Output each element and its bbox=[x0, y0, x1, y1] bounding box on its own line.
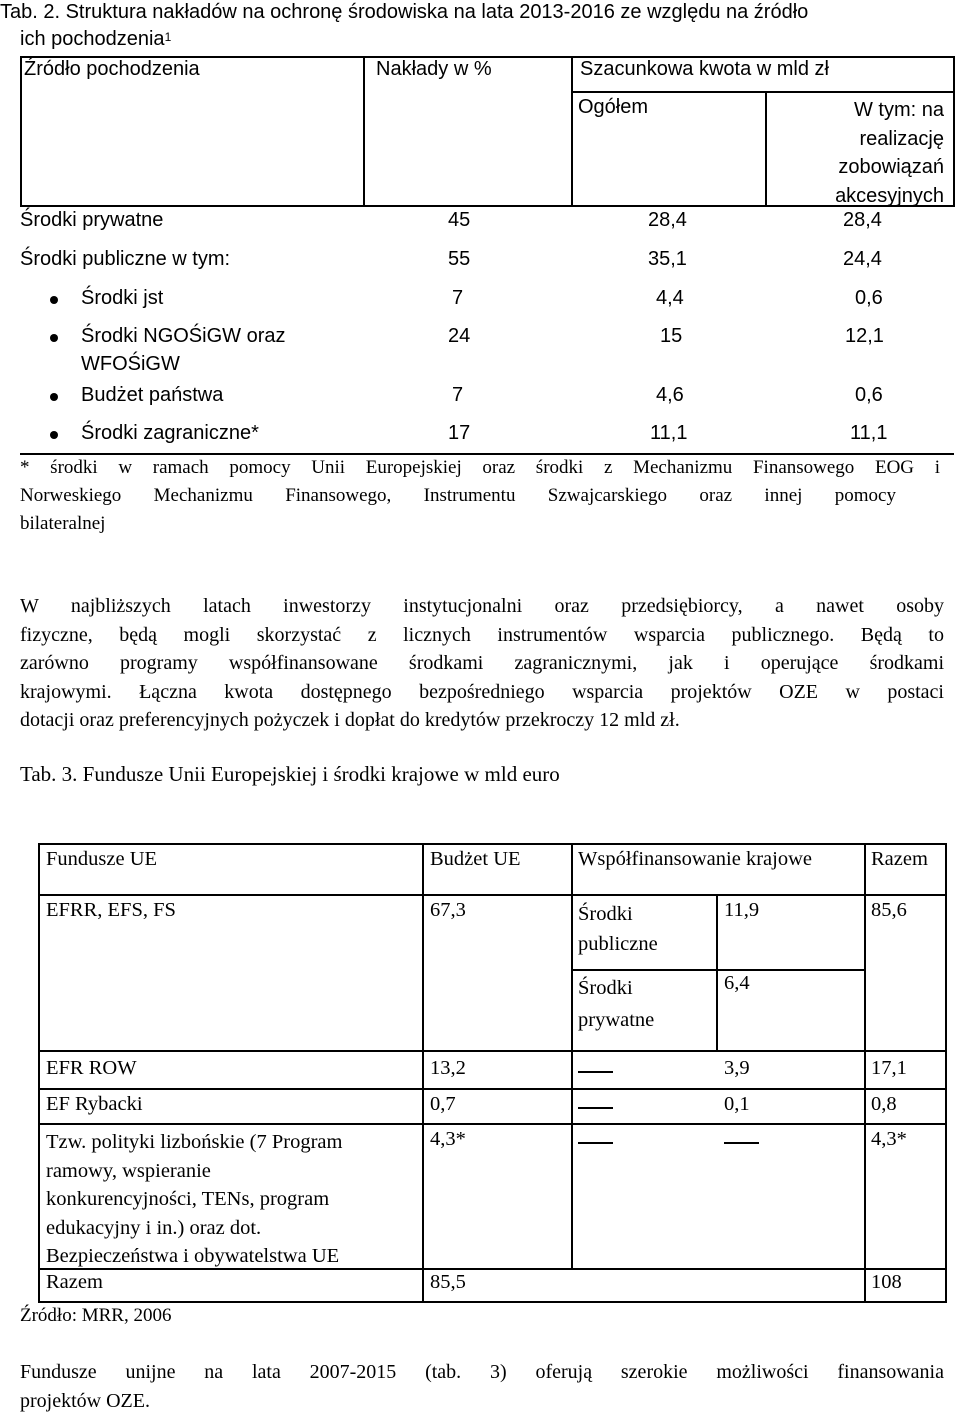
row-foreign-label: Środki zagraniczne* bbox=[81, 422, 259, 444]
row-budget-label: Budżet państwa bbox=[81, 384, 224, 406]
t3-efrr-private-label: Środki prywatne bbox=[578, 977, 655, 1031]
bullet-icon bbox=[50, 431, 58, 439]
t3-header-cofinancing: Współfinansowanie krajowe bbox=[578, 848, 812, 870]
t3-sum-total: 108 bbox=[871, 1271, 902, 1293]
row-ngosigw-share: 24 bbox=[448, 325, 471, 347]
row-ngosigw-label2: WFOŚiGW bbox=[81, 353, 180, 375]
row-public-accession: 24,4 bbox=[843, 248, 882, 270]
t3-efrr-total: 85,6 bbox=[871, 899, 907, 921]
row-budget-share: 7 bbox=[452, 384, 464, 406]
bullet-icon bbox=[50, 296, 58, 304]
header-total: Ogółem bbox=[578, 96, 649, 118]
header-source: Źródło pochodzenia bbox=[24, 58, 200, 80]
table2-footnote: * środki w ramach pomocy Unii Europejskiej oraz środki z Mechanizmu Finansowego EOG i Norweskiego Mechanizmu Finansowego, Instrumentu Szwajcarskiego oraz innej pomocy bilateralnej bbox=[20, 457, 940, 534]
row-public-total: 35,1 bbox=[648, 248, 687, 270]
row-jst-accession: 0,6 bbox=[855, 287, 883, 309]
t3-efrybacki-cofinancing: 0,1 bbox=[724, 1093, 750, 1115]
t3-sum-eu-budget: 85,5 bbox=[430, 1271, 466, 1293]
t3-efrr-label: EFRR, EFS, FS bbox=[46, 899, 176, 921]
t3-header-funds: Fundusze UE bbox=[46, 848, 158, 870]
table3-border-top bbox=[38, 843, 946, 845]
table3-border-c1 bbox=[422, 843, 424, 1303]
table2-border-col3 bbox=[765, 91, 767, 207]
dash-icon bbox=[724, 1142, 759, 1144]
row-budget-total: 4,6 bbox=[656, 384, 684, 406]
table3-border-bottom bbox=[38, 1301, 946, 1303]
paragraph-funds: Fundusze unijne na lata 2007-2015 (tab. 3) oferują szerokie możliwości finansowania projektów OZE. bbox=[20, 1361, 944, 1412]
t3-efrybacki-eu-budget: 0,7 bbox=[430, 1093, 456, 1115]
row-budget-accession: 0,6 bbox=[855, 384, 883, 406]
table2-caption: Tab. 2. Struktura nakładów na ochronę środowiska na lata 2013-2016 ze względu na źródło bbox=[0, 1, 809, 23]
dash-icon bbox=[578, 1071, 613, 1073]
row-private-total: 28,4 bbox=[648, 209, 687, 231]
dash-icon bbox=[578, 1107, 613, 1109]
t3-efrybacki-total: 0,8 bbox=[871, 1093, 897, 1115]
row-jst-share: 7 bbox=[452, 287, 464, 309]
table3-border-h-split bbox=[571, 969, 864, 971]
t3-lisbon-label: Tzw. polityki lizbońskie (7 Program ramowy, wspieranie konkurencyjności, TENs, program edukacyjny i in.) oraz dot. Bezpieczeństwa i obywatelstwa UE bbox=[46, 1131, 343, 1267]
row-public-label: Środki publiczne w tym: bbox=[20, 248, 231, 270]
row-foreign-total: 11,1 bbox=[650, 422, 688, 444]
t3-efrr-public-value: 11,9 bbox=[724, 899, 760, 921]
table3-border-right bbox=[945, 843, 947, 1303]
row-private-label: Środki prywatne bbox=[20, 209, 164, 231]
table3-border-left bbox=[38, 843, 40, 1303]
t3-lisbon-eu-budget: 4,3* bbox=[430, 1128, 466, 1150]
t3-efrrow-label: EFR ROW bbox=[46, 1057, 137, 1079]
row-jst-label: Środki jst bbox=[81, 287, 164, 309]
table2-border-right bbox=[953, 56, 955, 207]
t3-efrr-eu-budget: 67,3 bbox=[430, 899, 466, 921]
row-jst-total: 4,4 bbox=[656, 287, 684, 309]
table2-border-sub bbox=[571, 91, 954, 93]
row-ngosigw-accession: 12,1 bbox=[845, 325, 884, 347]
t3-efrrow-total: 17,1 bbox=[871, 1057, 907, 1079]
header-share: Nakłady w % bbox=[376, 58, 492, 80]
row-ngosigw-label: Środki NGOŚiGW oraz bbox=[81, 325, 286, 347]
table3-caption: Tab. 3. Fundusze Unii Europejskiej i środki krajowe w mld euro bbox=[20, 762, 560, 786]
table3-border-c4 bbox=[864, 843, 866, 1303]
table3-border-c2 bbox=[571, 843, 573, 1268]
paragraph-support: W najbliższych latach inwestorzy instytucjonalni oraz przedsiębiorcy, a nawet osoby fizyczne, będą mogli skorzystać z licznych instrumentów wsparcia publicznego. Będą to zarówno programy współfinansowane środkami zagranicznymi, jak i operujące środkami krajowymi. Łączna kwota dostępnego bezpośredniego wsparcia projektów OZE w postaci dotacji oraz preferencyjnych pożyczek i dopłat do kredytów przekroczy 12 mld zł. bbox=[20, 595, 944, 731]
table3-border-h3 bbox=[38, 1088, 946, 1090]
table2-caption-line2: ich pochodzenia$^1$ bbox=[20, 28, 172, 50]
table3-border-h1 bbox=[38, 894, 946, 896]
table2-border-left bbox=[20, 56, 22, 207]
header-estimate: Szacunkowa kwota w mld zł bbox=[580, 58, 829, 80]
t3-efrr-private-value: 6,4 bbox=[724, 972, 750, 994]
table2-border-header-bottom bbox=[20, 205, 954, 207]
table3-source: Źródło: MRR, 2006 bbox=[20, 1305, 172, 1326]
row-private-share: 45 bbox=[448, 209, 471, 231]
t3-header-eu-budget: Budżet UE bbox=[430, 848, 521, 870]
t3-efrrow-eu-budget: 13,2 bbox=[430, 1057, 466, 1079]
t3-efrr-public-label: Środki publiczne bbox=[578, 903, 658, 955]
table3-border-h2 bbox=[38, 1050, 946, 1052]
table2-border-col2 bbox=[571, 56, 573, 207]
dash-icon bbox=[578, 1142, 613, 1144]
row-public-share: 55 bbox=[448, 248, 471, 270]
table3-border-h4 bbox=[38, 1123, 946, 1125]
row-foreign-accession: 11,1 bbox=[850, 422, 888, 444]
t3-efrybacki-label: EF Rybacki bbox=[46, 1093, 143, 1115]
bullet-icon bbox=[50, 334, 58, 342]
row-ngosigw-total: 15 bbox=[660, 325, 683, 347]
header-accession: W tym: na realizację zobowiązań akcesyjnych bbox=[835, 99, 944, 207]
t3-efrrow-cofinancing: 3,9 bbox=[724, 1057, 750, 1079]
t3-sum-label: Razem bbox=[46, 1271, 103, 1293]
row-foreign-share: 17 bbox=[448, 422, 471, 444]
table3-border-c3 bbox=[716, 894, 718, 1051]
t3-header-total: Razem bbox=[871, 848, 928, 870]
table2-border-col1 bbox=[363, 56, 365, 207]
row-private-accession: 28,4 bbox=[843, 209, 882, 231]
bullet-icon bbox=[50, 393, 58, 401]
t3-lisbon-total: 4,3* bbox=[871, 1128, 907, 1150]
